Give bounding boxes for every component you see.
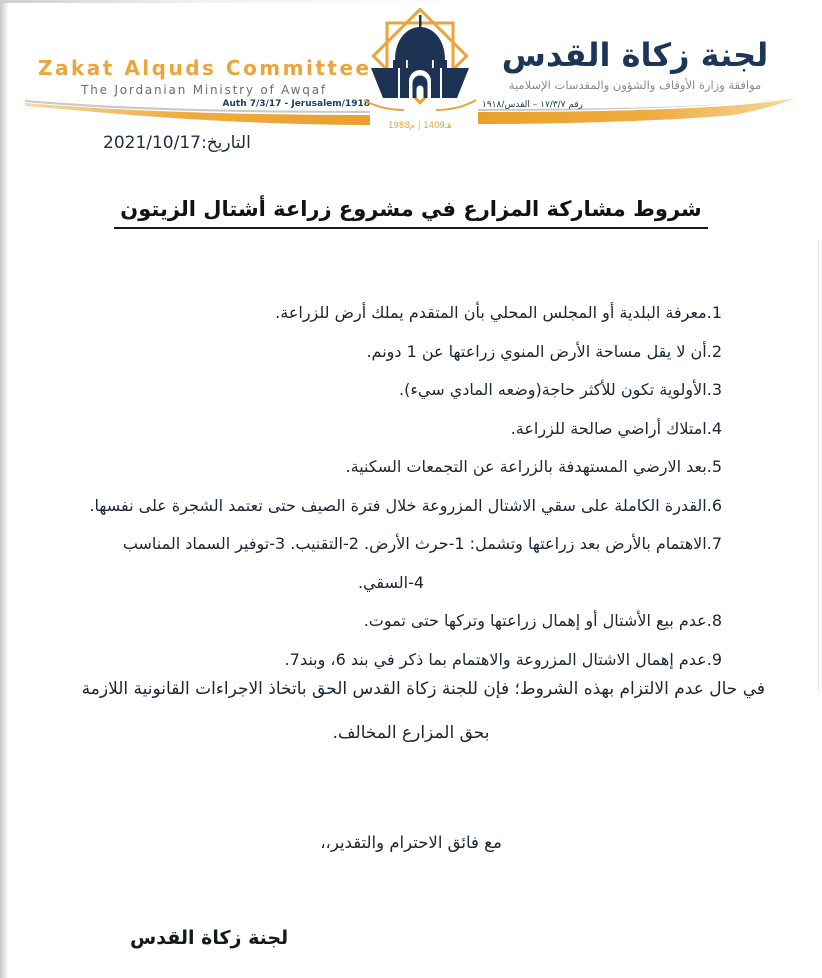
date-line: التاريخ:2021/10/17 [103, 133, 251, 153]
closing-paragraph-line-1: في حال عدم الالتزام بهذه الشروط؛ فإن للجنة زكاة القدس الحق باتخاذ الاجراءات القانونية اللازمة [81, 679, 765, 699]
gold-ribbon-left [22, 94, 372, 126]
ministry-approval-arabic: موافقة وزارة الأوقاف والشؤون والمقدسات الإسلامية [508, 78, 762, 92]
term-5: 5.بعد الارضي المستهدفة بالزراعة عن التجمعات السكنية. [345, 457, 722, 476]
scan-edge-left [0, 0, 9, 978]
document-title-text: شروط مشاركة المزارع في مشروع زراعة أشتال الزيتون [114, 197, 707, 229]
letterhead-arabic-block [470, 36, 800, 92]
term-4: 4.امتلاك أراضي صالحة للزراعة. [510, 418, 722, 438]
auth-note-english: Auth 7/3/17 - Jerusalem/1918 [222, 99, 370, 109]
term-7-line-2: 4-السقي. [357, 572, 425, 592]
term-7 [60, 525, 722, 602]
closing-paragraph-line-2: بحق المزارع المخالف. [332, 723, 490, 743]
terms-list [60, 294, 722, 679]
term-9: 9.عدم إهمال الاشتال المزروعة والاهتمام بما ذكر في بند 6، وبند7. [284, 649, 722, 669]
scan-edge-top [0, 0, 493, 3]
term-7-line-1: 7.الاهتمام بالأرض بعد زراعتها وتشمل: 1-حرث الأرض. 2-التقنيب. 3-توفير السماد المناسب [122, 534, 722, 553]
term-1: 1.معرفة البلدية أو المجلس المحلي بأن المتقدم يملك أرض للزراعة. [275, 303, 722, 322]
term-2: 2.أن لا يقل مساحة الأرض المنوي زراعتها عن 1 دونم. [366, 341, 722, 361]
gold-ribbon-right [478, 94, 798, 126]
gold-ribbon-shape [25, 103, 370, 125]
silver-ribbon-line [25, 100, 370, 113]
regards-line: مع فائق الاحترام والتقدير،، [320, 833, 502, 852]
auth-note-arabic: رقم ١٧/٣/٧ – القدس/١٩١٨ [482, 100, 584, 110]
letterhead-english-block [38, 56, 370, 97]
term-6: 6.القدرة الكاملة على سقي الاشتال المزروعة خلال فترة الصيف حتى تعتمد الشجرة على نفسها. [89, 495, 722, 515]
committee-name-arabic: لجنة زكاة القدس [501, 36, 769, 74]
committee-logo [358, 8, 482, 134]
logo-years-caption: هـ1409 | م1988 [388, 121, 452, 131]
signature-committee-name: لجنة زكاة القدس [130, 927, 289, 949]
ministry-name-english: The Jordanian Ministry of Awqaf [81, 83, 327, 97]
term-8: 8.عدم بيع الأشتال أو إهمال زراعتها وتركها حتى تموت. [363, 611, 722, 630]
committee-name-english: Zakat Alquds Committee [38, 56, 372, 80]
term-3: 3.الأولوية تكون للأكثر حاجة(وضعه المادي سيء). [399, 380, 722, 399]
arch-window [417, 86, 424, 98]
document-title [0, 197, 822, 229]
scan-edge-right [818, 240, 819, 690]
